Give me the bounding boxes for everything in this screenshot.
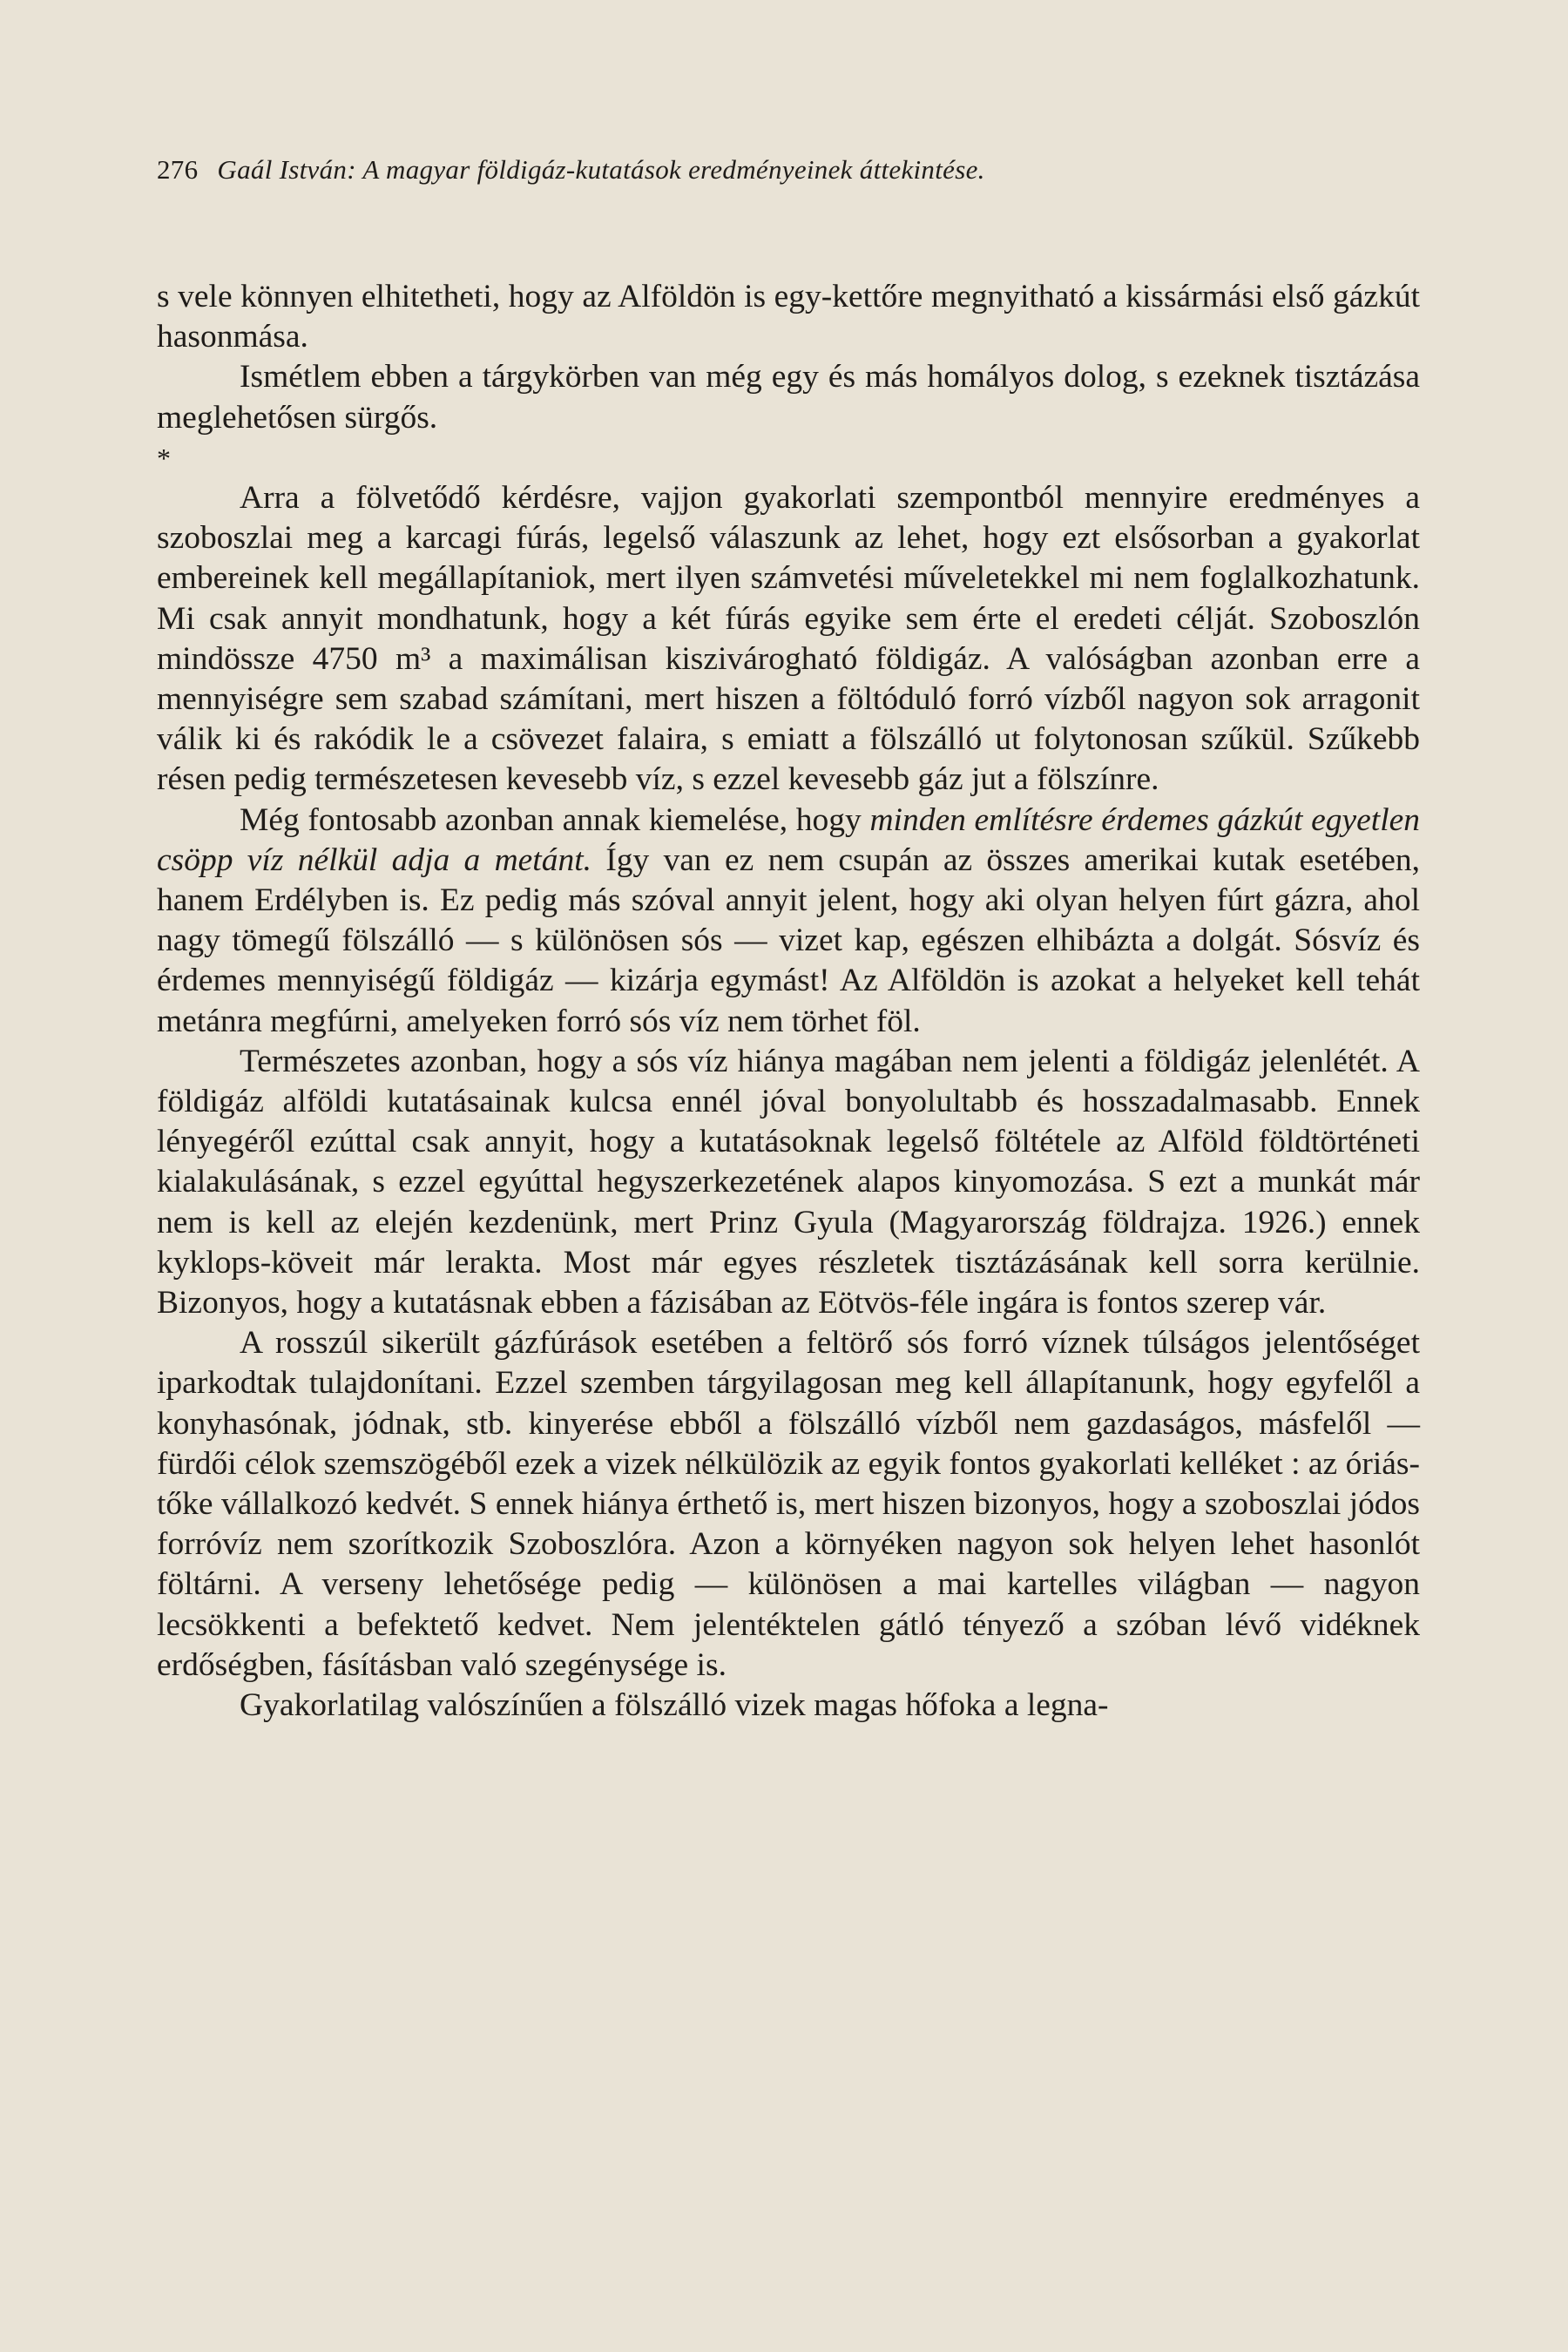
paragraph: A rosszúl sikerült gázfúrások esetében a feltörő sós forró víznek túlságos jelentőséget iparkodtak tulajdonítani. Ezzel szemben tárgyilagosan meg kell állapítanunk, hogy egyfelől a konyhasónak, jódnak, stb. kinyerése ebből a fölszálló vízből nem gazdaságos, másfelől — fürdői célok szemszögéből ezek a vizek nélkülözik az egyik fontos gyakorlati kelléket : az óriás-tőke vállalkozó kedvét. S ennek hiánya érthető is, mert hiszen bizonyos, hogy a szoboszlai jódos forróvíz nem szorítkozik Szoboszlóra. Azon a környéken nagyon sok helyen lehet hasonlót föltárni. A verseny lehetősége pedig — különösen a mai kartelles világban — nagyon lecsökkenti a befektető kedvet. Nem jelentéktelen gátló tényező a szóban lévő vidéknek erdőségben, fásításban való szegénysége is. (157, 1325, 1420, 1683)
running-title: Gaál István: A magyar földigáz-kutatások eredményeinek áttekintése. (217, 154, 985, 185)
paragraph: Gyakorlatilag valószínűen a fölszálló vizek magas hőfoka a legna- (240, 1687, 1109, 1724)
section-separator: * (157, 442, 171, 474)
emphasized-text: minden említésre érdemes gázkút egyetlen csöpp víz nélkül adja a metánt. (157, 801, 1421, 878)
page-number: 276 (157, 154, 199, 185)
paragraph (157, 801, 1420, 1042)
body-text (157, 277, 1420, 1726)
paragraph: Ismétlem ebben a tárgykörben van még egy és más homályos dolog, s ezeknek tisztázása meglehetősen sürgős. (157, 359, 1420, 436)
paragraph: Természetes azonban, hogy a sós víz hiánya magában nem jelenti a földigáz jelenlétét. A földigáz alföldi kutatásainak kulcsa ennél jóval bonyolultabb és hosszadalmasabb. Ennek lényegéről ezúttal csak annyit, hogy a kutatásoknak legelső föltétele az Alföld földtörténeti kialakulásának, s ezzel egyúttal hegyszerkezetének alapos kinyomozása. S ezt a munkát már nem is kell az elején kezdenünk, mert Prinz Gyula (Magyarország földrajza. 1926.) ennek kyklops-köveit már lerakta. Most már egyes részletek tisztázásának kell sorra kerülnie. Bizonyos, hogy a kutatásnak ebben a fázisában az Eötvös-féle ingára is fontos szerep vár. (157, 1043, 1420, 1321)
paragraph-text: Még fontosabb azonban annak kiemelése, hogy (240, 801, 862, 838)
paragraph-text: Így van ez nem csupán az összes amerikai kutak esetében, hanem Erdélyben is. Ez pedig más szóval annyit jelent, hogy aki olyan helyen fúrt gázra, ahol nagy tömegű fölszálló — s különösen sós — vizet kap, egészen elhibázta a dolgát. Sósvíz és érdemes mennyiségű földigáz — kizárja egymást! Az Alföldön is azokat a helyeket kell tehát metánra megfúrni, amelyeken forró sós víz nem törhet föl. (157, 841, 1420, 1039)
paragraph: Arra a fölvetődő kérdésre, vajjon gyakorlati szempontból mennyire eredményes a szoboszlai meg a karcagi fúrás, legelső válaszunk az lehet, hogy ezt elsősorban a gyakorlat embereinek kell megállapítaniok, mert ilyen számvetési műveletekkel mi nem foglalkozhatunk. Mi csak annyit mondhatunk, hogy a két fúrás egyike sem érte el eredeti célját. Szoboszlón mindössze 4750 m³ a maximálisan kiszivárogható földigáz. A valóságban azonban erre a mennyiségre sem szabad számítani, mert hiszen a föltóduló forró vízből nagyon sok arragonit válik ki és rakódik le a csövezet falaira, s emiatt a fölszálló ut folytonosan szűkül. Szűkebb résen pedig természetesen kevesebb víz, s ezzel kevesebb gáz jut a fölszínre. (157, 480, 1420, 798)
running-header (157, 152, 1420, 187)
paragraph: s vele könnyen elhitetheti, hogy az Alföldön is egy-kettőre megnyitható a kissármási első gázkút hasonmása. (157, 279, 1420, 355)
